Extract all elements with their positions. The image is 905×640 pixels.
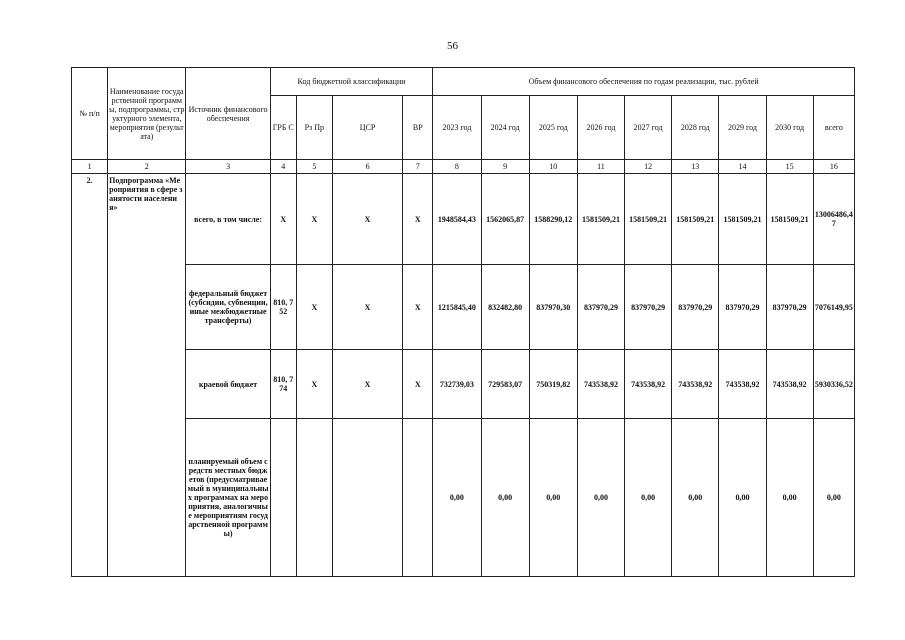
budget-table xyxy=(71,67,855,577)
col-number: 10 xyxy=(529,160,577,174)
csr-cell: X xyxy=(332,265,402,350)
grbs-cell: X xyxy=(270,174,296,265)
col-number: 7 xyxy=(403,160,433,174)
grbs-cell: 810, 752 xyxy=(270,265,296,350)
header-csr: ЦСР xyxy=(332,96,402,160)
csr-cell: X xyxy=(332,350,402,419)
col-number: 12 xyxy=(625,160,672,174)
value-cell: 1581509,21 xyxy=(719,174,766,265)
value-cell: 7076149,95 xyxy=(813,265,854,350)
header-year: 2029 год xyxy=(719,96,766,160)
value-cell: 0,00 xyxy=(529,419,577,577)
page-number: 56 xyxy=(447,40,458,52)
value-cell: 1215845,40 xyxy=(433,265,481,350)
value-cell: 0,00 xyxy=(625,419,672,577)
value-cell: 743538,92 xyxy=(672,350,719,419)
value-cell: 837970,30 xyxy=(529,265,577,350)
value-cell: 0,00 xyxy=(719,419,766,577)
col-number: 2 xyxy=(108,160,186,174)
col-number: 14 xyxy=(719,160,766,174)
csr-cell: X xyxy=(332,174,402,265)
source-cell: федеральный бюджет (субсидии, субвенции, иные межбюджетные трансферты) xyxy=(186,265,270,350)
col-number: 15 xyxy=(766,160,813,174)
header-name: Наименование государственной программы, подпрограммы, структурного элемента, мероприятия (результата) xyxy=(108,68,186,160)
csr-cell xyxy=(332,419,402,577)
header-year: 2030 год xyxy=(766,96,813,160)
col-number: 13 xyxy=(672,160,719,174)
vr-cell: X xyxy=(403,174,433,265)
value-cell: 837970,29 xyxy=(672,265,719,350)
program-number: 2. xyxy=(72,174,108,577)
vr-cell: X xyxy=(403,350,433,419)
source-cell: всего, в том числе: xyxy=(186,174,270,265)
vr-cell: X xyxy=(403,265,433,350)
header-finance-group: Объем финансового обеспечения по годам реализации, тыс. рублей xyxy=(433,68,855,96)
table-row xyxy=(72,174,855,265)
value-cell: 0,00 xyxy=(813,419,854,577)
rzpr-cell: X xyxy=(296,350,332,419)
value-cell: 1588290,12 xyxy=(529,174,577,265)
col-number: 5 xyxy=(296,160,332,174)
value-cell: 0,00 xyxy=(766,419,813,577)
value-cell: 0,00 xyxy=(433,419,481,577)
header-year: 2023 год xyxy=(433,96,481,160)
col-number: 1 xyxy=(72,160,108,174)
value-cell: 1581509,21 xyxy=(672,174,719,265)
header-total: всего xyxy=(813,96,854,160)
value-cell: 732739,03 xyxy=(433,350,481,419)
value-cell: 1562065,87 xyxy=(481,174,529,265)
table-row xyxy=(72,265,855,350)
value-cell: 13006486,47 xyxy=(813,174,854,265)
header-code-group: Код бюджетной классификации xyxy=(270,68,433,96)
header-vr: ВР xyxy=(403,96,433,160)
value-cell: 837970,29 xyxy=(625,265,672,350)
header-source: Источник финансового обеспечения xyxy=(186,68,270,160)
header-year: 2028 год xyxy=(672,96,719,160)
value-cell: 0,00 xyxy=(577,419,624,577)
rzpr-cell: X xyxy=(296,174,332,265)
value-cell: 837970,29 xyxy=(766,265,813,350)
value-cell: 5930336,52 xyxy=(813,350,854,419)
value-cell: 743538,92 xyxy=(625,350,672,419)
col-number: 4 xyxy=(270,160,296,174)
col-number: 6 xyxy=(332,160,402,174)
value-cell: 0,00 xyxy=(481,419,529,577)
table-row xyxy=(72,350,855,419)
col-number: 11 xyxy=(577,160,624,174)
value-cell: 743538,92 xyxy=(577,350,624,419)
header-year: 2027 год xyxy=(625,96,672,160)
vr-cell xyxy=(403,419,433,577)
source-cell: краевой бюджет xyxy=(186,350,270,419)
source-cell: планируемый объем средств местных бюджетов (предусматриваемый в муниципальных программах на мероприятия, аналогичные мероприятиям государственной программы) xyxy=(186,419,270,577)
value-cell: 837970,29 xyxy=(577,265,624,350)
col-number: 3 xyxy=(186,160,270,174)
value-cell: 743538,92 xyxy=(719,350,766,419)
grbs-cell: 810, 774 xyxy=(270,350,296,419)
header-num: № п/п xyxy=(72,68,108,160)
header-year: 2026 год xyxy=(577,96,624,160)
program-name: Подпрограмма «Мероприятия в сфере занятости населения» xyxy=(108,174,186,577)
header-rzpr: Рз Пр xyxy=(296,96,332,160)
table-row xyxy=(72,419,855,577)
value-cell: 729583,07 xyxy=(481,350,529,419)
value-cell: 1581509,21 xyxy=(766,174,813,265)
header-year: 2025 год xyxy=(529,96,577,160)
column-number-row xyxy=(72,160,855,174)
header-year: 2024 год xyxy=(481,96,529,160)
grbs-cell xyxy=(270,419,296,577)
value-cell: 832482,80 xyxy=(481,265,529,350)
value-cell: 837970,29 xyxy=(719,265,766,350)
col-number: 8 xyxy=(433,160,481,174)
rzpr-cell xyxy=(296,419,332,577)
value-cell: 1581509,21 xyxy=(577,174,624,265)
header-grbs: ГРБ С xyxy=(270,96,296,160)
value-cell: 1581509,21 xyxy=(625,174,672,265)
rzpr-cell: X xyxy=(296,265,332,350)
value-cell: 1948584,43 xyxy=(433,174,481,265)
value-cell: 743538,92 xyxy=(766,350,813,419)
col-number: 16 xyxy=(813,160,854,174)
col-number: 9 xyxy=(481,160,529,174)
value-cell: 750319,82 xyxy=(529,350,577,419)
value-cell: 0,00 xyxy=(672,419,719,577)
